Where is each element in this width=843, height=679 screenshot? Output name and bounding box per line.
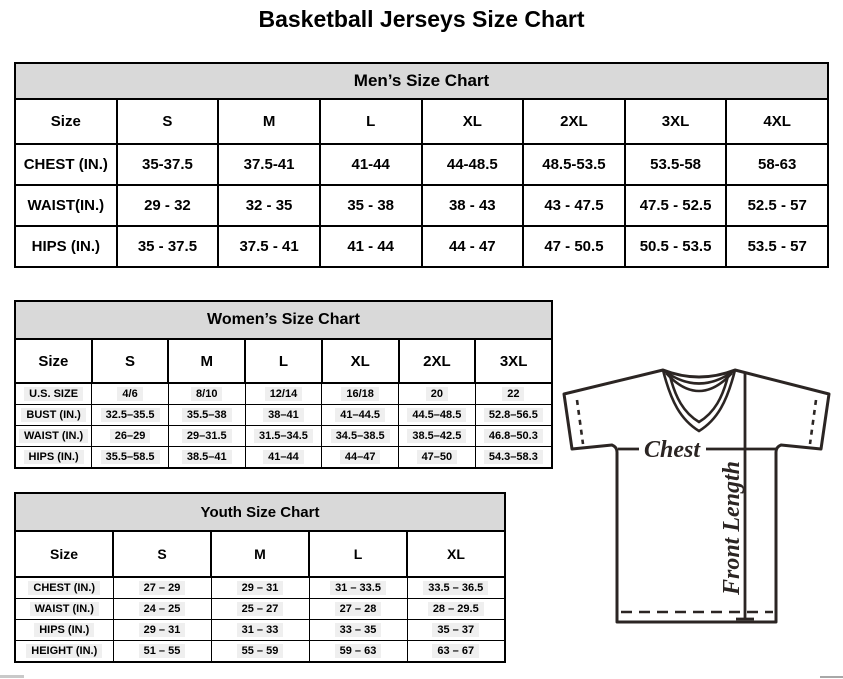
value-cell: 44-48.5 [422,144,524,185]
scrollbar-thumb-left[interactable] [0,675,24,678]
highlighted-value: 8/10 [191,387,222,401]
value-cell [92,447,169,469]
highlighted-value: 27 – 28 [335,602,382,616]
value-cell [322,426,399,447]
table-row [15,620,505,641]
value-cell [322,405,399,426]
value-cell: 35 - 37.5 [117,226,219,267]
value-cell [245,426,322,447]
row-label-cell [15,383,92,405]
highlighted-value: WAIST (IN.) [30,602,99,616]
page-title: Basketball Jerseys Size Chart [258,6,585,32]
size-column-header: S [113,531,211,577]
size-column-header: 3XL [475,339,552,383]
highlighted-value: 28 – 29.5 [428,602,484,616]
value-cell [322,447,399,469]
highlighted-value: 44.5–48.5 [407,408,466,422]
highlighted-value: 59 – 63 [335,644,382,658]
table-row [15,641,505,663]
highlighted-value: 63 – 67 [432,644,479,658]
value-cell: 47 - 50.5 [523,226,625,267]
value-cell [211,641,309,663]
highlighted-value: HEIGHT (IN.) [26,644,102,658]
highlighted-value: 52.8–56.5 [484,408,543,422]
highlighted-value: U.S. SIZE [24,387,83,401]
highlighted-value: 22 [502,387,524,401]
highlighted-value: 55 – 59 [237,644,284,658]
value-cell [168,405,245,426]
table-row [15,226,828,267]
highlighted-value: 31.5–34.5 [254,429,313,443]
size-column-header: XL [322,339,399,383]
table-row [15,185,828,226]
value-cell [407,577,505,599]
value-cell [211,577,309,599]
highlighted-value: 47–50 [417,450,458,464]
highlighted-value: 29 – 31 [237,581,284,595]
row-label-cell [15,577,113,599]
value-cell [245,405,322,426]
highlighted-value: 26–29 [110,429,151,443]
value-cell: 41 - 44 [320,226,422,267]
value-cell [113,620,211,641]
table-row [15,426,552,447]
value-cell: 37.5 - 41 [218,226,320,267]
value-cell: 58-63 [726,144,828,185]
row-label-cell [15,620,113,641]
highlighted-value: 38–41 [263,408,304,422]
chart-header-title: Women’s Size Chart [15,301,552,339]
table-row [15,577,505,599]
highlighted-value: 24 – 25 [139,602,186,616]
highlighted-value: BUST (IN.) [21,408,85,422]
value-cell: 38 - 43 [422,185,524,226]
jersey-outline-icon [564,370,829,622]
size-column-header: S [117,99,219,144]
value-cell [168,426,245,447]
row-label-cell [15,405,92,426]
chart-header-title: Men’s Size Chart [15,63,828,99]
value-cell: 35-37.5 [117,144,219,185]
size-column-header: M [168,339,245,383]
chart-header-title: Youth Size Chart [15,493,505,531]
highlighted-value: 31 – 33 [237,623,284,637]
size-label-cell: Size [15,531,113,577]
highlighted-value: 34.5–38.5 [331,429,390,443]
row-label-cell [15,426,92,447]
value-cell [245,447,322,469]
row-label-cell: WAIST(IN.) [15,185,117,226]
value-cell [399,447,476,469]
chart-header-row [15,301,552,339]
chart-header-row [15,493,505,531]
highlighted-value: HIPS (IN.) [34,623,94,637]
value-cell [399,405,476,426]
highlighted-value: 44–47 [340,450,381,464]
highlighted-value: 46.8–50.3 [484,429,543,443]
value-cell [399,426,476,447]
value-cell: 37.5-41 [218,144,320,185]
value-cell [92,405,169,426]
size-columns-row [15,531,505,577]
size-columns-row [15,339,552,383]
size-column-header: M [211,531,309,577]
jersey-measurement-diagram [555,360,843,632]
table-row [15,447,552,469]
highlighted-value: 25 – 27 [237,602,284,616]
highlighted-value: 41–44 [263,450,304,464]
value-cell [168,383,245,405]
chest-label: Chest [643,437,701,463]
highlighted-value: 35.5–38 [182,408,232,422]
highlighted-value: 41–44.5 [335,408,385,422]
row-label-cell [15,641,113,663]
highlighted-value: 54.3–58.3 [484,450,543,464]
youth-size-chart-table [14,492,506,663]
value-cell: 35 - 38 [320,185,422,226]
highlighted-value: 33 – 35 [335,623,382,637]
highlighted-value: HIPS (IN.) [24,450,84,464]
value-cell [475,383,552,405]
size-column-header: 2XL [399,339,476,383]
value-cell [113,641,211,663]
value-cell [92,426,169,447]
value-cell: 41-44 [320,144,422,185]
value-cell [168,447,245,469]
highlighted-value: 12/14 [265,387,303,401]
value-cell [475,405,552,426]
value-cell [211,620,309,641]
table-row [15,383,552,405]
value-cell [92,383,169,405]
value-cell [399,383,476,405]
value-cell [245,383,322,405]
highlighted-value: 35 – 37 [432,623,479,637]
highlighted-value: 4/6 [117,387,142,401]
value-cell [211,599,309,620]
highlighted-value: 20 [426,387,448,401]
highlighted-value: 35.5–58.5 [101,450,160,464]
womens-size-chart-table [14,300,553,469]
size-column-header: XL [407,531,505,577]
value-cell [309,599,407,620]
value-cell: 50.5 - 53.5 [625,226,727,267]
value-cell [475,426,552,447]
highlighted-value: CHEST (IN.) [28,581,100,595]
highlighted-value: WAIST (IN.) [19,429,88,443]
size-column-header: S [92,339,169,383]
highlighted-value: 29–31.5 [182,429,232,443]
row-label-cell: HIPS (IN.) [15,226,117,267]
size-label-cell: Size [15,339,92,383]
value-cell: 44 - 47 [422,226,524,267]
size-column-header: 2XL [523,99,625,144]
value-cell [309,577,407,599]
value-cell [407,620,505,641]
value-cell: 43 - 47.5 [523,185,625,226]
table-row [15,405,552,426]
highlighted-value: 32.5–35.5 [101,408,160,422]
value-cell [113,599,211,620]
scrollbar-thumb-right[interactable] [820,676,843,678]
value-cell: 53.5 - 57 [726,226,828,267]
table-row [15,599,505,620]
value-cell [322,383,399,405]
mens-size-chart-table [14,62,829,268]
size-label-cell: Size [15,99,117,144]
highlighted-value: 38.5–42.5 [407,429,466,443]
highlighted-value: 33.5 – 36.5 [423,581,488,595]
row-label-cell [15,599,113,620]
value-cell [407,599,505,620]
row-label-cell: CHEST (IN.) [15,144,117,185]
table-row [15,144,828,185]
highlighted-value: 27 – 29 [139,581,186,595]
value-cell [309,620,407,641]
value-cell [309,641,407,663]
value-cell [475,447,552,469]
value-cell [113,577,211,599]
value-cell: 47.5 - 52.5 [625,185,727,226]
value-cell: 52.5 - 57 [726,185,828,226]
highlighted-value: 51 – 55 [139,644,186,658]
highlighted-value: 31 – 33.5 [330,581,386,595]
size-column-header: XL [422,99,524,144]
size-column-header: 3XL [625,99,727,144]
size-column-header: M [218,99,320,144]
highlighted-value: 16/18 [341,387,379,401]
size-column-header: L [245,339,322,383]
value-cell: 48.5-53.5 [523,144,625,185]
row-label-cell [15,447,92,469]
highlighted-value: 38.5–41 [182,450,232,464]
size-columns-row [15,99,828,144]
size-column-header: 4XL [726,99,828,144]
front-length-label: Front Length [719,460,745,596]
value-cell: 32 - 35 [218,185,320,226]
value-cell [407,641,505,663]
value-cell: 29 - 32 [117,185,219,226]
value-cell: 53.5-58 [625,144,727,185]
chart-header-row [15,63,828,99]
size-column-header: L [320,99,422,144]
size-column-header: L [309,531,407,577]
highlighted-value: 29 – 31 [139,623,186,637]
